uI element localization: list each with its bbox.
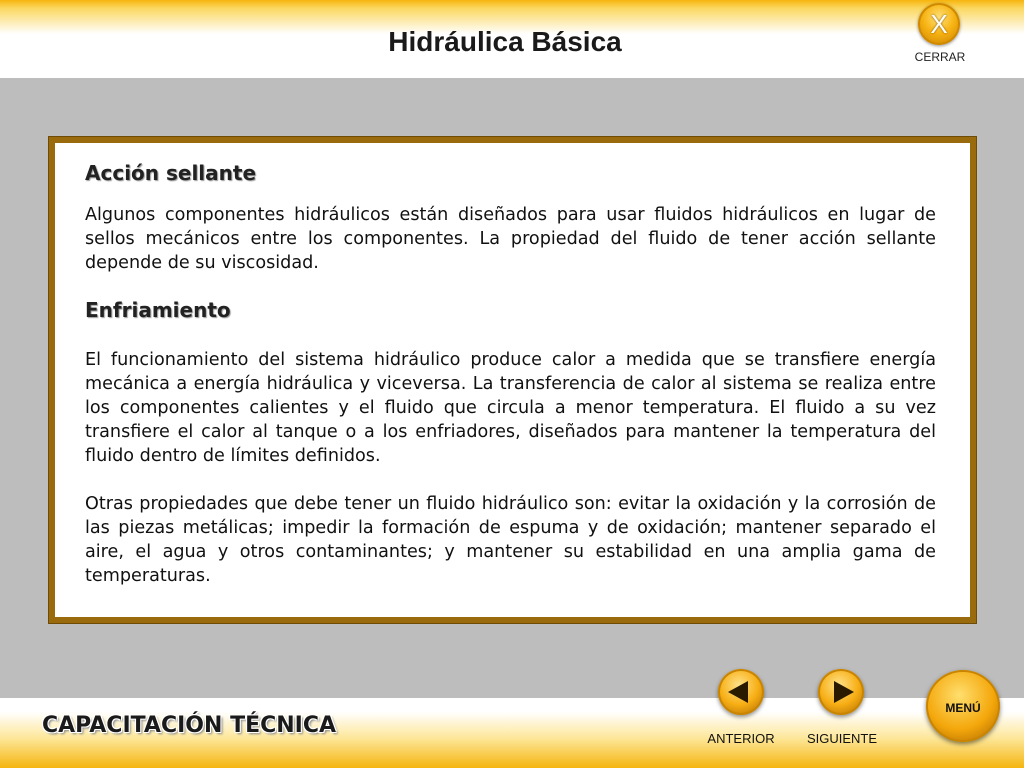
brand-label: CAPACITACIÓN TÉCNICA bbox=[42, 713, 337, 738]
paragraph-accion-sellante: Algunos componentes hidráulicos están diseñados para usar fluidos hidráulicos en lugar de sellos mecánicos entre los componentes. La propiedad del fluido de tener acción sellante depende de su viscosidad. bbox=[85, 205, 936, 273]
previous-label: ANTERIOR bbox=[707, 731, 775, 746]
close-icon: X bbox=[930, 9, 948, 39]
arrow-left-icon bbox=[728, 681, 748, 703]
paragraph-enfriamiento: El funcionamiento del sistema hidráulico produce calor a medida que se transfiere energía mecánica a energía hidráulica y viceversa. La transferencia de calor al sistema se realiza entre los componentes calientes y el fluido que circula a menor temperatura. El fluido a su vez transfiere el calor al tanque o a los enfriadores, diseñados para mantener la temperatura del fluido dentro de límites definidos. bbox=[85, 350, 936, 466]
previous-button[interactable] bbox=[718, 669, 764, 715]
content-panel bbox=[49, 137, 976, 623]
section-heading-enfriamiento: Enfriamiento bbox=[85, 298, 231, 322]
arrow-right-icon bbox=[834, 681, 854, 703]
paragraph-otras-propiedades: Otras propiedades que debe tener un fluido hidráulico son: evitar la oxidación y la corrosión de las piezas metálicas; impedir la formación de espuma y de oxidación; mantener separado el aire, el agua y otros contaminantes; y mantener su estabilidad en una amplia gama de temperaturas. bbox=[85, 494, 936, 586]
close-label: CERRAR bbox=[914, 50, 966, 64]
next-button[interactable] bbox=[818, 669, 864, 715]
page-title: Hidráulica Básica bbox=[388, 26, 622, 57]
menu-label: MENÚ bbox=[945, 701, 981, 715]
close-button[interactable] bbox=[918, 3, 960, 45]
menu-button[interactable] bbox=[926, 670, 1000, 742]
content-body bbox=[85, 161, 936, 588]
section-heading-accion-sellante: Acción sellante bbox=[85, 161, 257, 185]
next-label: SIGUIENTE bbox=[806, 731, 878, 746]
